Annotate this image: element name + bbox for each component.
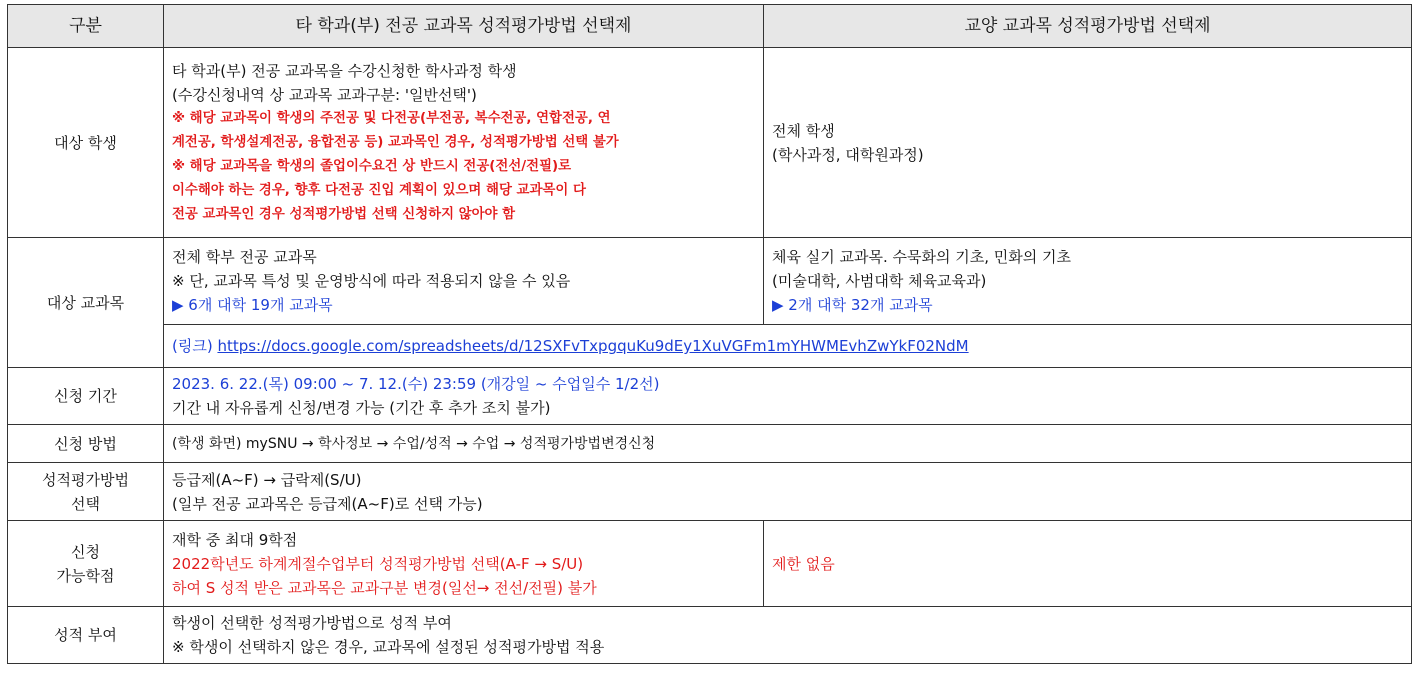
grading-choice-line2: (일부 전공 교과목은 등급제(A~F)로 선택 가능) (172, 494, 483, 513)
major-credits-line1: 재학 중 최대 9학점 (172, 530, 298, 549)
row-grade-award (8, 607, 1412, 664)
grading-method-table (7, 4, 1412, 664)
general-students-line2: (학사과정, 대학원과정) (772, 145, 924, 164)
general-target-students (764, 48, 1412, 238)
major-credits-line2: 2022학년도 하계계절수업부터 성적평가방법 선택(A-F → S/U) (172, 554, 584, 573)
grade-award-content (164, 607, 1412, 664)
general-credits: 제한 없음 (764, 521, 1412, 607)
major-courses-line2: ※ 단, 교과목 특성 및 운영방식에 따라 적용되지 않을 수 있음 (172, 272, 571, 290)
grading-choice-content (164, 463, 1412, 521)
row-method (8, 425, 1412, 463)
label-grade-award: 성적 부여 (8, 607, 164, 664)
header-major-courses: 타 학과(부) 전공 교과목 성적평가방법 선택제 (164, 5, 764, 48)
label-target-courses: 대상 교과목 (8, 238, 164, 368)
header-category: 구분 (8, 5, 164, 48)
row-credits (8, 521, 1412, 607)
grade-award-line1: 학생이 선택한 성적평가방법으로 성적 부여 (172, 614, 452, 632)
period-note: 기간 내 자유롭게 신청/변경 가능 (기간 후 추가 조치 불가) (172, 399, 551, 417)
major-courses-line1: 전체 학부 전공 교과목 (172, 248, 317, 266)
header-general-courses: 교양 교과목 성적평가방법 선택제 (764, 5, 1412, 48)
label-target-students: 대상 학생 (8, 48, 164, 238)
major-target-students (164, 48, 764, 238)
major-students-note2c: 전공 교과목인 경우 성적평가방법 선택 신청하지 않아야 함 (172, 206, 516, 222)
course-list-link[interactable]: https://docs.google.com/spreadsheets/d/12SXFvTxpgquKu9dEy1XuVGFm1mYHWMEvhZwYkF02NdM (217, 337, 969, 355)
general-courses-count: ▶ 2개 대학 32개 교과목 (772, 296, 933, 314)
link-prefix: (링크) (172, 337, 218, 355)
row-target-students (8, 48, 1412, 238)
grading-choice-label1: 성적평가방법 (42, 470, 129, 489)
grade-award-line2: ※ 학생이 선택하지 않은 경우, 교과목에 설정된 성적평가방법 적용 (172, 638, 605, 656)
major-students-note2a: ※ 해당 교과목을 학생의 졸업이수요건 상 반드시 전공(전선/전필)로 (172, 158, 572, 174)
label-credits (8, 521, 164, 607)
row-course-link (8, 325, 1412, 368)
major-courses-count: ▶ 6개 대학 19개 교과목 (172, 296, 333, 314)
course-list-link-cell (164, 325, 1412, 368)
period-content (164, 368, 1412, 425)
credits-label2: 가능학점 (56, 566, 115, 585)
grading-choice-label2: 선택 (71, 494, 100, 513)
major-credits (164, 521, 764, 607)
label-period: 신청 기간 (8, 368, 164, 425)
row-period (8, 368, 1412, 425)
method-content: (학생 화면) mySNU → 학사정보 → 수업/성적 → 수업 → 성적평가방법변경신청 (164, 425, 1412, 463)
credits-label1: 신청 (71, 542, 100, 561)
major-students-note1b: 계전공, 학생설계전공, 융합전공 등) 교과목인 경우, 성적평가방법 선택 불가 (172, 134, 619, 150)
row-grading-choice (8, 463, 1412, 521)
major-students-line1: 타 학과(부) 전공 교과목을 수강신청한 학사과정 학생 (172, 61, 517, 80)
grading-choice-line1: 등급제(A~F) → 급락제(S/U) (172, 470, 362, 489)
major-students-line2: (수강신청내역 상 교과목 교과구분: '일반선택') (172, 85, 477, 104)
major-students-note2b: 이수해야 하는 경우, 향후 다전공 진입 계획이 있으며 해당 교과목이 다 (172, 182, 586, 198)
major-students-note1a: ※ 해당 교과목이 학생의 주전공 및 다전공(부전공, 복수전공, 연합전공, 연 (172, 110, 611, 126)
general-target-courses (764, 238, 1412, 325)
header-row (8, 5, 1412, 48)
period-dates: 2023. 6. 22.(목) 09:00 ~ 7. 12.(수) 23:59 (개강일 ~ 수업일수 1/2선) (172, 375, 660, 393)
general-courses-line2: (미술대학, 사범대학 체육교육과) (772, 272, 987, 290)
label-grading-choice (8, 463, 164, 521)
major-target-courses (164, 238, 764, 325)
major-credits-line3: 하여 S 성적 받은 교과목은 교과구분 변경(일선→ 전선/전필) 불가 (172, 578, 597, 597)
row-target-courses (8, 238, 1412, 325)
general-courses-line1: 체육 실기 교과목. 수묵화의 기초, 민화의 기초 (772, 248, 1071, 266)
label-method: 신청 방법 (8, 425, 164, 463)
general-students-line1: 전체 학생 (772, 121, 835, 140)
